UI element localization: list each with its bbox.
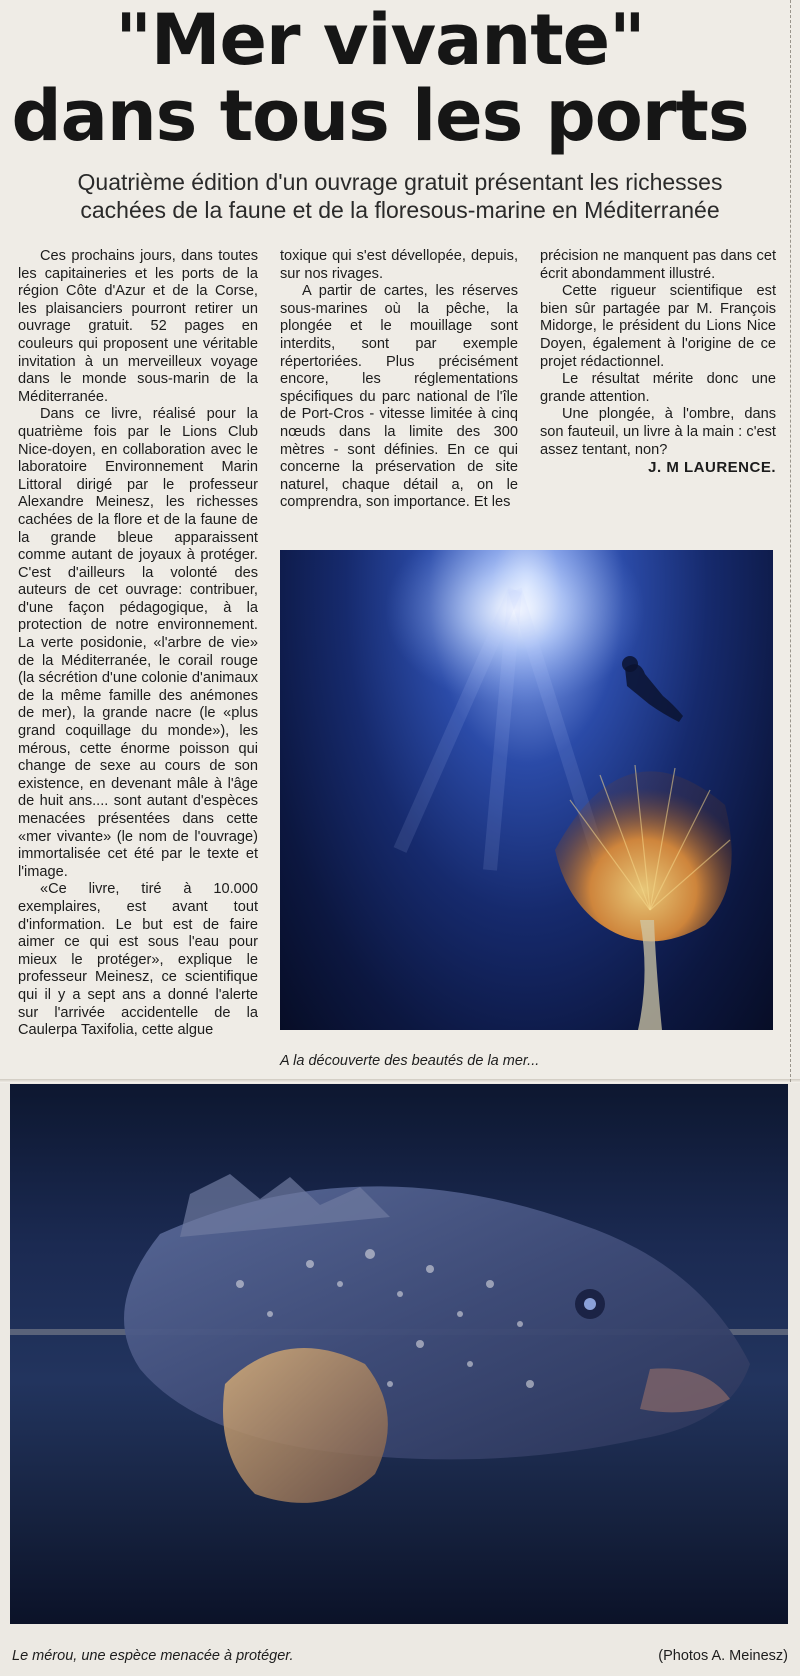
author-signature: J. M LAURENCE.: [648, 459, 776, 477]
photo-caption-fanworm: A la découverte des beautés de la mer...: [280, 1053, 540, 1069]
underwater-photo-fanworm: [280, 550, 773, 1030]
paragraph: A partir de cartes, les réserves sous-marines où la pêche, la plongée et le mouillage sont interdits, sont par exemple répertoriées. Plus précisément encore, les réglementations spécifiques du parc national de l'île de Port-Cros - vitesse limitée à cinq nœuds dans la limite des 300 mètres - sont définies. En ce qui concerne la préservation de site naturel, chaque détail a, on le comprendra, son importance. Et les: [280, 283, 518, 511]
underwater-photo-grouper: [10, 1084, 788, 1624]
subtitle-line-1: Quatrième édition d'un ouvrage gratuit présentant les richesses: [77, 169, 723, 195]
paragraph: Le résultat mérite donc une grande attention.: [540, 371, 776, 405]
subtitle-line-2: cachées de la faune et de la floresous-marine en Méditerranée: [80, 197, 720, 223]
paragraph: toxique qui s'est dévellopée, depuis, sur nos rivages.: [280, 248, 518, 282]
photo-caption-grouper: Le mérou, une espèce menacée à protéger.: [12, 1648, 294, 1664]
paragraph: Dans ce livre, réalisé pour la quatrième fois par le Lions Club Nice-doyen, en collaboration avec le laboratoire Environnement Marin Littoral dirigé par le professeur Alexandre Meinesz, les richesses cachées de la flore et de la faune de la grande bleue apparaissent comme autant de joyaux à protéger. C'est d'ailleurs la volonté des auteurs de cet ouvrage: contribuer, d'une façon pédagogique, à la protection de notre environnement. La verte posidonie, «l'arbre de vie» de la Méditerranée, le corail rouge (la sécrétion d'une colonie d'animaux de la même famille des anémones de mer), la grande nacre (le «plus grand coquillage du monde»), les mérous, cette énorme poisson qui change de sexe au cours de son existence, en devenant mâle à l'âge de huit ans.... sont autant d'espèces menacées présentées dans cette «mer vivante» (le nom de l'ouvrage) immortalisée cet été par le texte et l'image.: [18, 406, 258, 880]
article-column-3: [540, 248, 776, 477]
paragraph: Une plongée, à l'ombre, dans son fauteuil, un livre à la main : c'est assez tentant, non?: [540, 406, 776, 458]
headline-line-1: "Mer vivante": [115, 0, 645, 81]
paragraph: précision ne manquent pas dans cet écrit abondamment illustré.: [540, 248, 776, 282]
paragraph: Ces prochains jours, dans toutes les capitaineries et les ports de la région Côte d'Azur et de la Corse, les plaisanciers pourront retirer un ouvrage gratuit. 52 pages en couleurs qui proposent une véritable invitation à un merveilleux voyage dans le monde sous-marin de la Méditerranée.: [18, 248, 258, 405]
cut-edge: [790, 0, 792, 1082]
headline-line-2: dans tous les ports: [11, 75, 749, 157]
subtitle: [20, 168, 780, 224]
fold-line: [0, 1079, 800, 1083]
article-column-2: [280, 248, 518, 512]
paragraph: «Ce livre, tiré à 10.000 exemplaires, est avant tout d'information. Le but est de faire aimer ce qui est sous l'eau pour mieux le protéger», explique le professeur Meinesz, ce scientifique qui il y a sept ans a donné l'alerte sur l'arrivée accidentelle de la Caulerpa Taxifolia, cette algue: [18, 881, 258, 1039]
paragraph: Cette rigueur scientifique est bien sûr partagée par M. François Midorge, le président du Lions Nice Doyen, également à l'origine de ce projet rédactionnel.: [540, 283, 776, 370]
photo-credit: (Photos A. Meinesz): [658, 1648, 788, 1664]
article-column-1: [18, 248, 258, 1040]
